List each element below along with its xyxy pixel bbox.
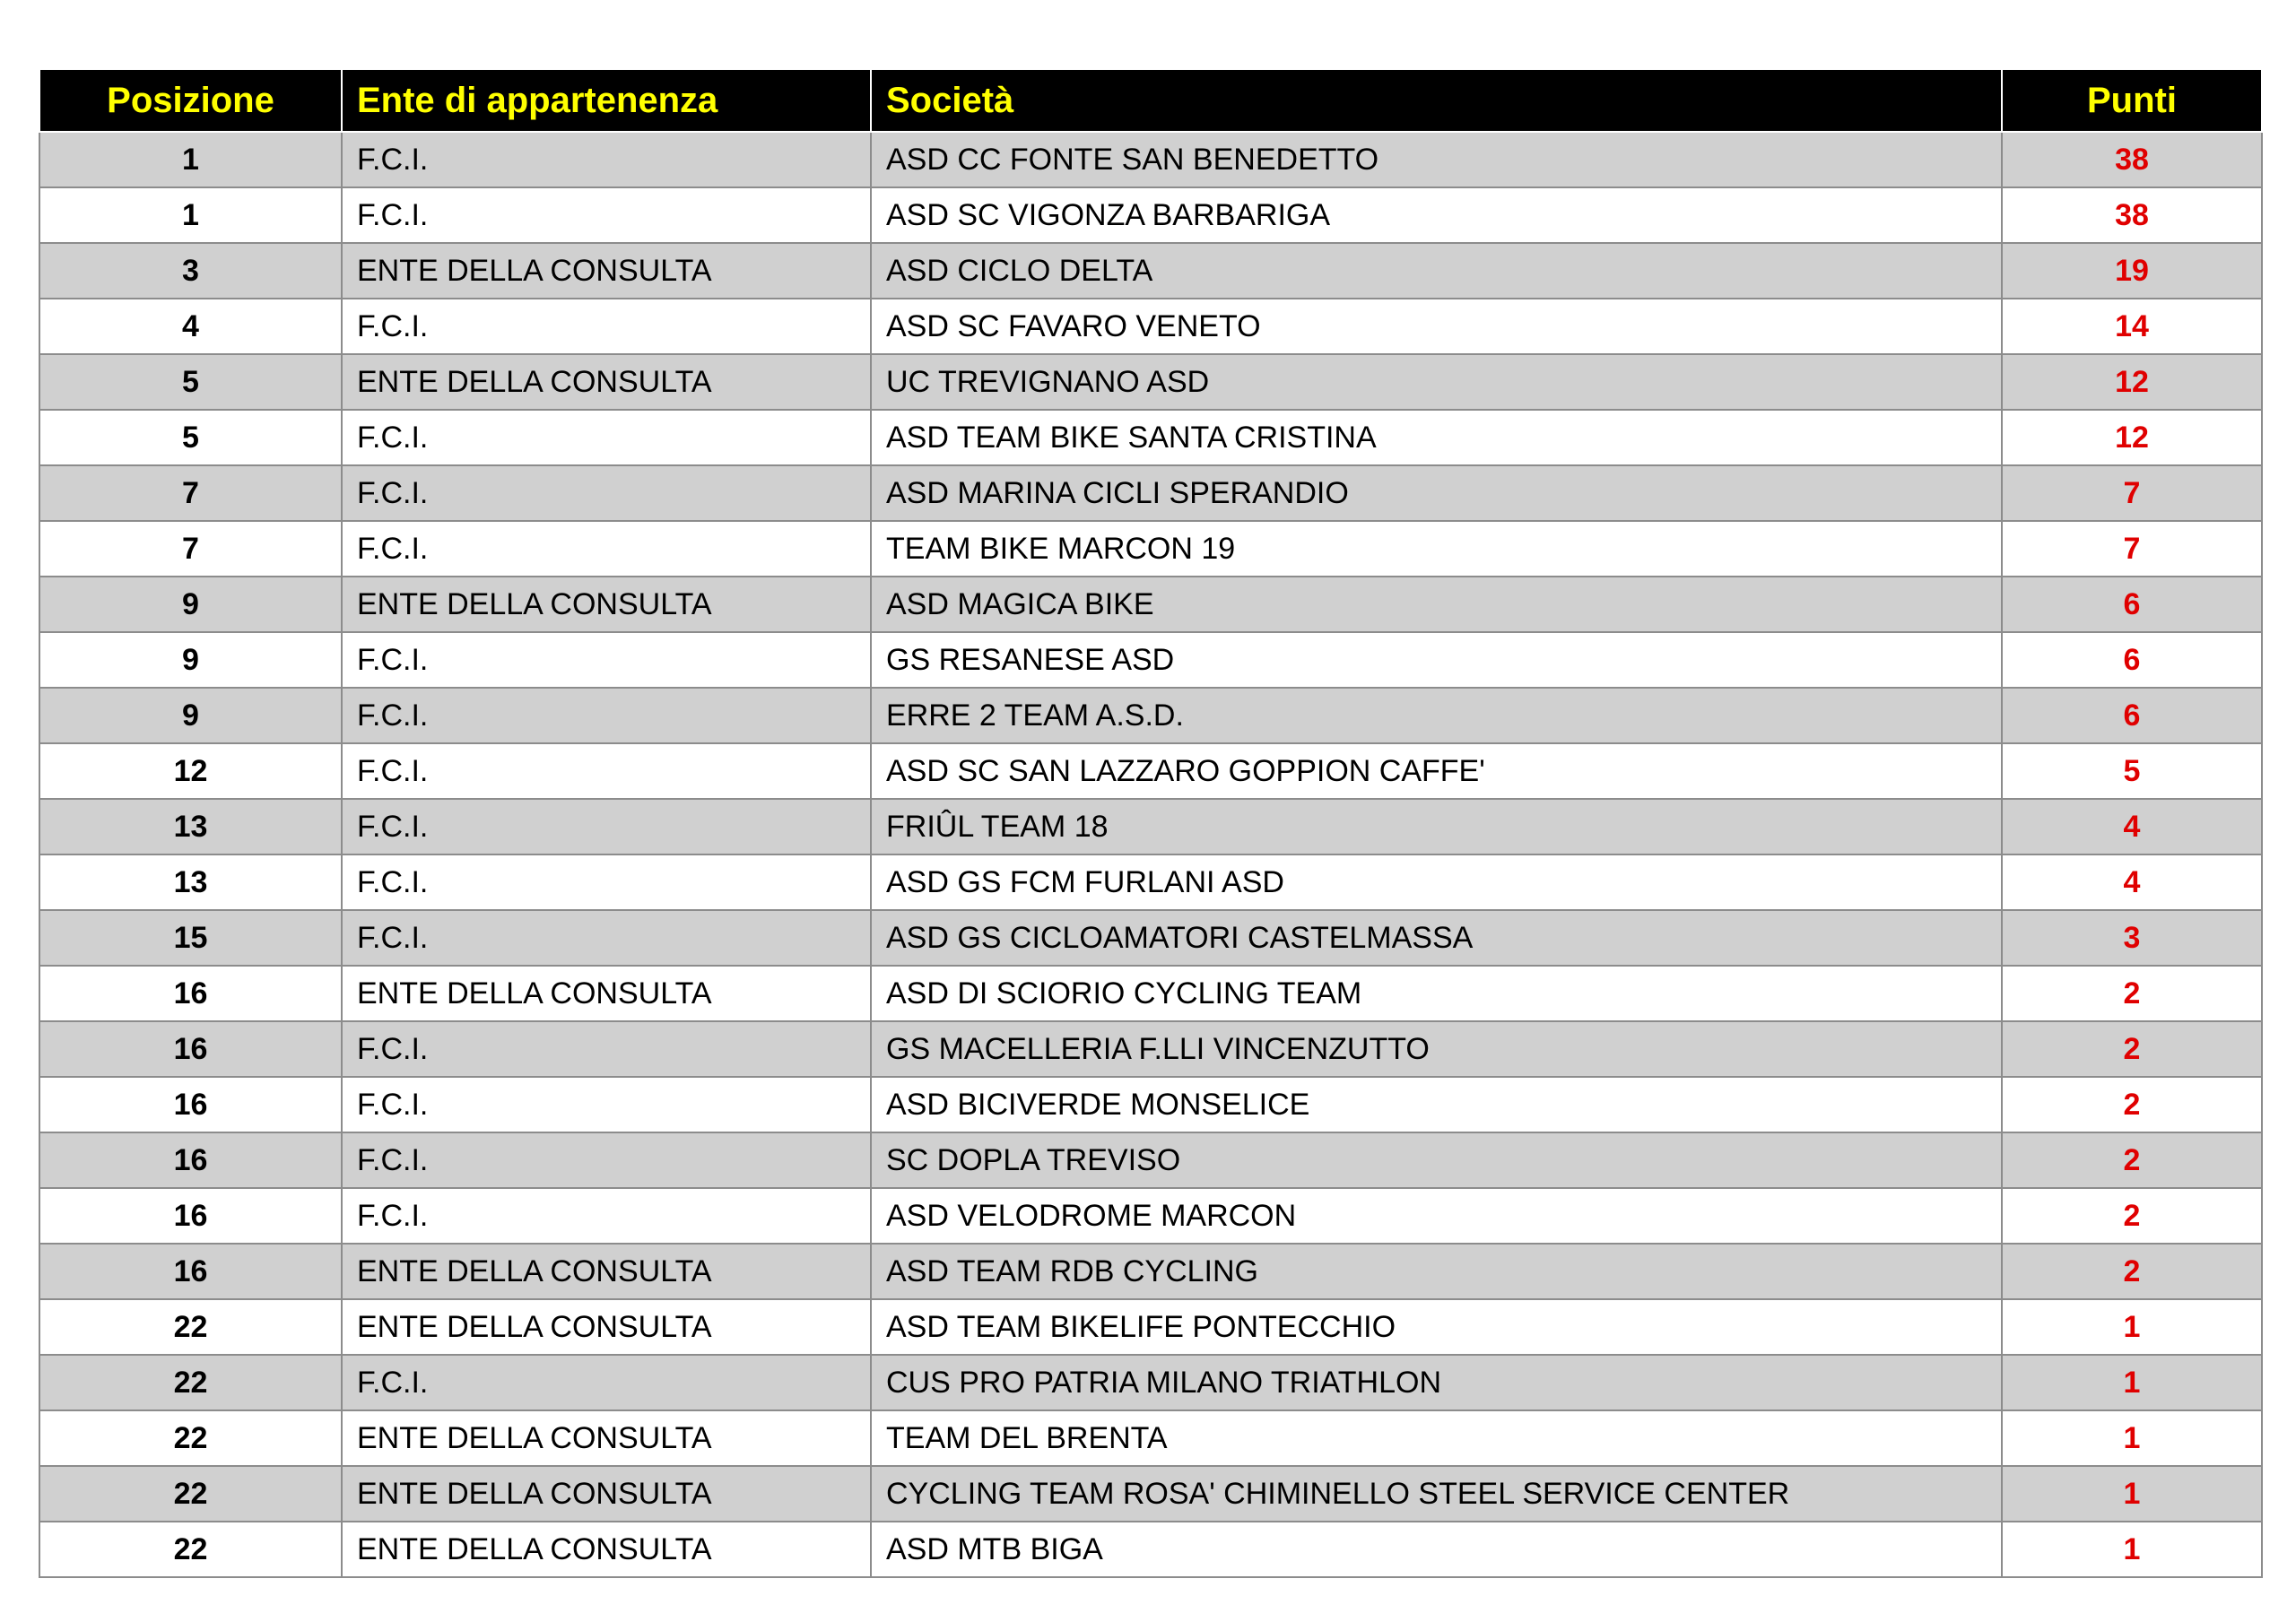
table-row [39,799,2262,854]
cell-ente: ENTE DELLA CONSULTA [342,1522,871,1577]
cell-posizione: 9 [39,577,342,632]
cell-societa: TEAM BIKE MARCON 19 [871,521,2002,577]
cell-societa: ASD SC SAN LAZZARO GOPPION CAFFE' [871,743,2002,799]
cell-ente: ENTE DELLA CONSULTA [342,354,871,410]
cell-ente: ENTE DELLA CONSULTA [342,1410,871,1466]
table-row [39,1132,2262,1188]
cell-posizione: 5 [39,354,342,410]
cell-posizione: 1 [39,132,342,187]
cell-societa: ASD MTB BIGA [871,1522,2002,1577]
cell-punti: 38 [2002,187,2262,243]
cell-societa: ASD BICIVERDE MONSELICE [871,1077,2002,1132]
cell-punti: 12 [2002,354,2262,410]
cell-societa: TEAM DEL BRENTA [871,1410,2002,1466]
cell-societa: ASD CICLO DELTA [871,243,2002,299]
table-row [39,577,2262,632]
cell-posizione: 7 [39,465,342,521]
cell-punti: 6 [2002,688,2262,743]
cell-punti: 1 [2002,1355,2262,1410]
cell-posizione: 13 [39,854,342,910]
table-row [39,1355,2262,1410]
cell-punti: 2 [2002,1132,2262,1188]
cell-posizione: 22 [39,1466,342,1522]
cell-punti: 12 [2002,410,2262,465]
cell-punti: 38 [2002,132,2262,187]
cell-ente: F.C.I. [342,910,871,966]
cell-punti: 1 [2002,1466,2262,1522]
cell-societa: ASD GS CICLOAMATORI CASTELMASSA [871,910,2002,966]
table-row [39,299,2262,354]
cell-ente: F.C.I. [342,1021,871,1077]
ranking-sheet [39,68,2261,1578]
ranking-table [39,68,2263,1578]
table-row [39,521,2262,577]
cell-societa: ASD MARINA CICLI SPERANDIO [871,465,2002,521]
cell-ente: F.C.I. [342,632,871,688]
cell-societa: UC TREVIGNANO ASD [871,354,2002,410]
column-header-societa: Società [871,69,2002,132]
cell-posizione: 9 [39,632,342,688]
cell-punti: 1 [2002,1299,2262,1355]
cell-punti: 2 [2002,966,2262,1021]
header-row [39,69,2262,132]
cell-societa: ASD TEAM RDB CYCLING [871,1244,2002,1299]
cell-ente: F.C.I. [342,465,871,521]
table-header [39,69,2262,132]
cell-posizione: 13 [39,799,342,854]
cell-societa: ASD DI SCIORIO CYCLING TEAM [871,966,2002,1021]
cell-ente: F.C.I. [342,521,871,577]
cell-posizione: 16 [39,1244,342,1299]
table-row [39,966,2262,1021]
cell-punti: 3 [2002,910,2262,966]
table-row [39,465,2262,521]
table-row [39,743,2262,799]
cell-societa: GS RESANESE ASD [871,632,2002,688]
cell-societa: ASD GS FCM FURLANI ASD [871,854,2002,910]
column-header-punti: Punti [2002,69,2262,132]
table-row [39,410,2262,465]
cell-ente: ENTE DELLA CONSULTA [342,1244,871,1299]
cell-punti: 6 [2002,632,2262,688]
cell-posizione: 16 [39,1188,342,1244]
cell-posizione: 22 [39,1410,342,1466]
cell-societa: CYCLING TEAM ROSA' CHIMINELLO STEEL SERVICE CENTER [871,1466,2002,1522]
table-row [39,1077,2262,1132]
cell-punti: 5 [2002,743,2262,799]
table-row [39,132,2262,187]
table-row [39,688,2262,743]
table-body [39,132,2262,1577]
cell-posizione: 22 [39,1299,342,1355]
cell-punti: 4 [2002,854,2262,910]
cell-societa: ASD VELODROME MARCON [871,1188,2002,1244]
table-row [39,1299,2262,1355]
cell-ente: ENTE DELLA CONSULTA [342,1466,871,1522]
cell-posizione: 16 [39,1021,342,1077]
cell-punti: 2 [2002,1188,2262,1244]
table-row [39,243,2262,299]
column-header-ente: Ente di appartenenza [342,69,871,132]
cell-posizione: 12 [39,743,342,799]
cell-ente: F.C.I. [342,187,871,243]
table-row [39,1244,2262,1299]
cell-ente: ENTE DELLA CONSULTA [342,1299,871,1355]
cell-punti: 2 [2002,1244,2262,1299]
cell-punti: 6 [2002,577,2262,632]
cell-ente: F.C.I. [342,688,871,743]
cell-posizione: 15 [39,910,342,966]
cell-posizione: 1 [39,187,342,243]
cell-ente: F.C.I. [342,1188,871,1244]
table-row [39,910,2262,966]
cell-societa: GS MACELLERIA F.LLI VINCENZUTTO [871,1021,2002,1077]
cell-punti: 14 [2002,299,2262,354]
cell-ente: F.C.I. [342,410,871,465]
column-header-posizione: Posizione [39,69,342,132]
table-row [39,1522,2262,1577]
cell-posizione: 16 [39,966,342,1021]
cell-punti: 7 [2002,465,2262,521]
cell-ente: F.C.I. [342,743,871,799]
cell-societa: FRIÛL TEAM 18 [871,799,2002,854]
cell-posizione: 7 [39,521,342,577]
cell-societa: ERRE 2 TEAM A.S.D. [871,688,2002,743]
cell-punti: 1 [2002,1410,2262,1466]
cell-societa: SC DOPLA TREVISO [871,1132,2002,1188]
cell-posizione: 22 [39,1522,342,1577]
cell-societa: ASD MAGICA BIKE [871,577,2002,632]
cell-punti: 2 [2002,1077,2262,1132]
cell-posizione: 22 [39,1355,342,1410]
cell-punti: 1 [2002,1522,2262,1577]
cell-societa: ASD TEAM BIKELIFE PONTECCHIO [871,1299,2002,1355]
table-row [39,1021,2262,1077]
cell-punti: 2 [2002,1021,2262,1077]
cell-societa: ASD TEAM BIKE SANTA CRISTINA [871,410,2002,465]
table-row [39,354,2262,410]
cell-posizione: 16 [39,1132,342,1188]
table-row [39,854,2262,910]
cell-posizione: 4 [39,299,342,354]
cell-ente: F.C.I. [342,799,871,854]
cell-posizione: 9 [39,688,342,743]
cell-posizione: 3 [39,243,342,299]
cell-ente: ENTE DELLA CONSULTA [342,577,871,632]
table-row [39,632,2262,688]
cell-societa: ASD SC VIGONZA BARBARIGA [871,187,2002,243]
cell-ente: F.C.I. [342,1132,871,1188]
cell-punti: 4 [2002,799,2262,854]
cell-ente: F.C.I. [342,1077,871,1132]
cell-societa: ASD SC FAVARO VENETO [871,299,2002,354]
table-row [39,187,2262,243]
cell-punti: 19 [2002,243,2262,299]
cell-ente: F.C.I. [342,854,871,910]
table-row [39,1188,2262,1244]
table-row [39,1410,2262,1466]
cell-posizione: 5 [39,410,342,465]
cell-ente: F.C.I. [342,132,871,187]
cell-ente: F.C.I. [342,1355,871,1410]
cell-ente: F.C.I. [342,299,871,354]
cell-societa: CUS PRO PATRIA MILANO TRIATHLON [871,1355,2002,1410]
cell-ente: ENTE DELLA CONSULTA [342,966,871,1021]
table-row [39,1466,2262,1522]
cell-societa: ASD CC FONTE SAN BENEDETTO [871,132,2002,187]
cell-posizione: 16 [39,1077,342,1132]
cell-ente: ENTE DELLA CONSULTA [342,243,871,299]
cell-punti: 7 [2002,521,2262,577]
